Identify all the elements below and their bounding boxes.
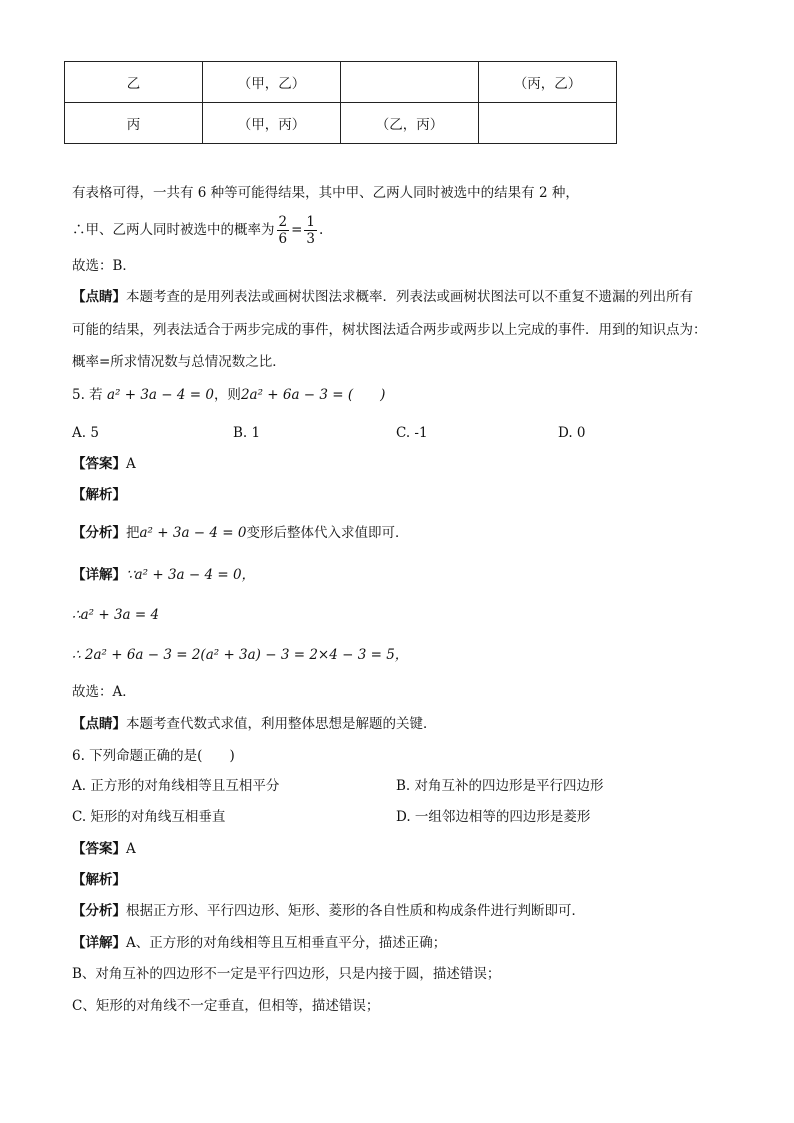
paragraph: 故选：B． (72, 258, 136, 274)
detail-line: 【详解】∵a² + 3a − 4 = 0， (72, 567, 256, 583)
outcome-table (64, 61, 617, 144)
comment-paragraph: 【点睛】本题考查代数式求值，利用整体思想是解题的关键． (72, 716, 437, 732)
option-a: A. 正方形的对角线相等且互相平分 (72, 778, 280, 794)
option-c: C. 矩形的对角线互相垂直 (72, 809, 226, 825)
step-line: ∴ 2a² + 6a − 3 = 2(a² + 3a) − 3 = 2×4 − 3 = 5， (72, 647, 409, 663)
fraction: $\frac{2}{6}$ (278, 214, 288, 247)
section-tag: 【分析】 (72, 525, 126, 541)
section-tag: 【点睛】 (72, 289, 126, 305)
probability-line: ∴甲、乙两人同时被选中的概率为 $\frac{2}{6}$ = $\frac{1}{3}$ . (72, 214, 324, 247)
section-tag: 【详解】 (72, 567, 126, 583)
analysis-line: 【分析】根据正方形、平行四边形、矩形、菱形的各自性质和构成条件进行判断即可． (72, 903, 585, 919)
table-row (65, 103, 617, 144)
paragraph: 可能的结果，列表法适合于两步完成的事件，树状图法适合两步或两步以上完成的事件．用到的知识点为： (72, 322, 707, 338)
paragraph: 故选：A． (72, 684, 136, 700)
question-5: 5. 若 a² + 3a − 4 = 0，则2a² + 6a − 3 = ( ) (72, 387, 386, 403)
table-cell: 乙 (65, 62, 203, 103)
analysis-heading (72, 485, 126, 505)
table-cell: 丙 (65, 103, 203, 144)
question-6: 6. 下列命题正确的是( ) (72, 748, 235, 764)
fraction: $\frac{1}{3}$ (306, 214, 315, 247)
table-cell (479, 103, 617, 144)
option-a: A. 5 (72, 425, 99, 441)
step-line: ∴a² + 3a = 4 (72, 607, 160, 623)
table-row (65, 62, 617, 103)
answer-line: 【答案】A (72, 841, 136, 857)
table-cell: （甲，乙） (203, 62, 341, 103)
table-cell: （丙，乙） (479, 62, 617, 103)
section-tag: 【点睛】 (72, 716, 126, 732)
option-b: B. 对角互补的四边形是平行四边形 (396, 778, 604, 794)
option-d: D. 0 (558, 425, 586, 441)
paragraph: B、对角互补的四边形不一定是平行四边形，只是内接于圆，描述错误； (72, 966, 501, 982)
section-tag: 【解析】 (72, 487, 126, 503)
table-cell: （乙，丙） (341, 103, 479, 144)
option-b: B. 1 (233, 425, 261, 441)
option-d: D. 一组邻边相等的四边形是菱形 (396, 809, 591, 825)
option-c: C. -1 (396, 425, 428, 441)
section-tag: 【解析】 (72, 872, 126, 888)
analysis-line: 【分析】把a² + 3a − 4 = 0变形后整体代入求值即可． (72, 525, 409, 541)
table-cell: （甲，丙） (203, 103, 341, 144)
analysis-heading (72, 870, 126, 890)
section-tag: 【答案】 (72, 841, 126, 857)
paragraph: 有表格可得，一共有 6 种等可能得结果，其中甲、乙两人同时被选中的结果有 2 种， (72, 185, 579, 201)
comment-paragraph: 【点睛】本题考查的是用列表法或画树状图法求概率．列表法或画树状图法可以不重复不遗漏的列出所有 (72, 289, 693, 305)
answer-line: 【答案】A (72, 456, 136, 472)
section-tag: 【详解】 (72, 935, 126, 951)
section-tag: 【答案】 (72, 456, 126, 472)
table-cell (341, 62, 479, 103)
section-tag: 【分析】 (72, 903, 126, 919)
detail-line: 【详解】A、正方形的对角线相等且互相垂直平分，描述正确； (72, 935, 447, 951)
paragraph: C、矩形的对角线不一定垂直，但相等，描述错误； (72, 998, 380, 1014)
paragraph: 概率=所求情况数与总情况数之比． (72, 354, 286, 370)
